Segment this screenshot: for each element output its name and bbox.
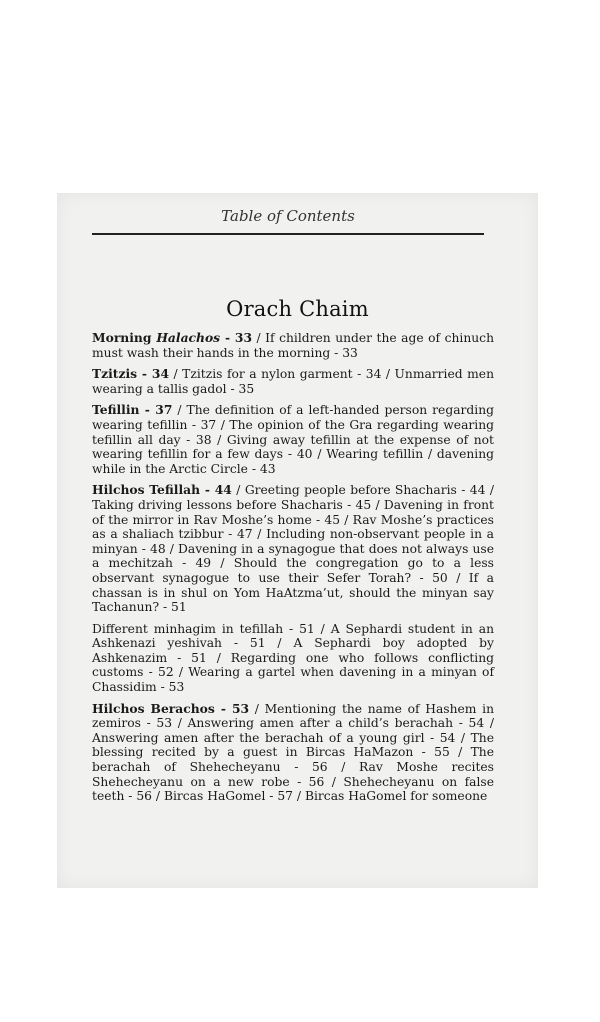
contents-entry [92,702,494,804]
contents-entry [92,403,494,476]
entry-text: / Tzitzis for a nylon garment - 34 / Unmarried men wearing a tallis gadol - 35 [92,367,494,396]
contents-entry [92,483,494,614]
entry-text: Different minhagim in tefillah - 51 / A Sephardi student in an Ashkenazi yeshivah - 51 / A Sephardi boy adopted by Ashkenazim - 51 / Regarding one who follows conflicting customs - 52 / Wearing a gartel when davening in a minyan of Chassidim - 53 [92,621,494,695]
contents-entry [92,622,494,695]
entry-text: / If children under the age of chinuch must wash their hands in the morning - 33 [92,331,494,360]
entry-heading: Tzitzis - 34 [92,366,170,382]
section-title: Orach Chaim [226,297,369,321]
entry-heading-page: - 33 [220,330,253,345]
entry-text: / Mentioning the name of Hashem in zemiros - 53 / Answering amen after a child’s berachah - 54 / Answering amen after the berachah of a young girl - 54 / The blessing recited by a guest in Bircas HaMazon - 55 / The berachah of Shehecheyanu - 56 / Rav Moshe recites Shehecheyanu on a new robe - 56 / Shehecheyanu on false teeth - 56 / Bircas HaGomel - 57 / Bircas HaGomel for someone [92,701,494,804]
contents-entry [92,367,494,396]
entry-heading: Hilchos Berachos - 53 [92,700,250,716]
contents-body [92,331,494,811]
entry-heading [92,330,252,345]
page-header-title: Table of Contents [221,207,355,225]
entry-heading: Hilchos Tefillah - 44 [92,482,232,498]
entry-text: / The definition of a left-handed person regarding wearing tefillin - 37 / The opinion of the Gra regarding wearing tefillin all day - 38 / Giving away tefillin at the expense of not wearing tefillin for a few days - 40 / Wearing tefillin / davening while in the Arctic Circle - 43 [92,403,494,476]
contents-entry [92,331,494,360]
entry-heading-italic: Halachos [156,330,221,345]
entry-heading-text: Morning [92,330,157,345]
header-rule [92,233,484,235]
entry-text: / Greeting people before Shacharis - 44 / Taking driving lessons before Shacharis - 45 / Davening in front of the mirror in Rav Moshe’s home - 45 / Rav Moshe’s practices as a shaliach tzibbur - 47 / Including non-observant people in a minyan - 48 / Davening in a synagogue that does not always use a mechitzah - 49 / Should the congregation go to a less observant synagogue to use their Sefer Torah? - 50 / If a chassan is in shul on Yom HaAtzma’ut, should the minyan say Tachanun? - 51 [92,483,495,615]
entry-heading: Tefillin - 37 [92,402,173,418]
book-page [57,193,538,888]
